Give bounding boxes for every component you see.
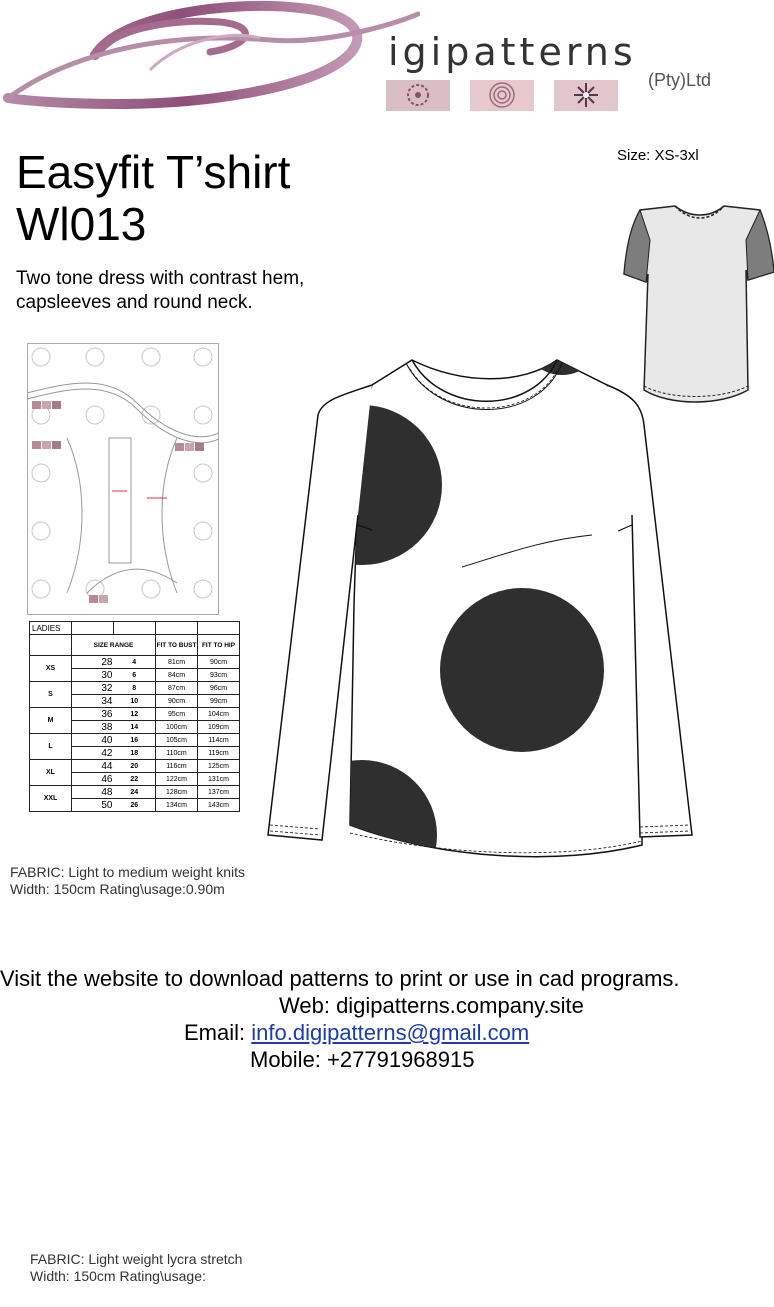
pink-circles-swatch-icon bbox=[470, 80, 534, 111]
hip-cell: 125cm bbox=[198, 760, 240, 773]
pink-flower-swatch-icon bbox=[386, 80, 450, 111]
size-range-header: SIZE RANGE bbox=[72, 635, 156, 656]
table-corner-label: LADIES bbox=[30, 622, 72, 635]
hip-cell: 143cm bbox=[198, 799, 240, 812]
hip-header: FIT TO HIP bbox=[198, 635, 240, 656]
bust-header: FIT TO BUST bbox=[156, 635, 198, 656]
product-title: Easyfit T’shirt bbox=[16, 146, 291, 198]
size-label: L bbox=[30, 734, 72, 760]
us-size-cell: 34 bbox=[72, 695, 114, 708]
product-description: Two tone dress with contrast hem, capsleeves and round neck. bbox=[16, 268, 305, 313]
us-size-cell: 28 bbox=[72, 656, 114, 669]
email-label: Email: bbox=[184, 1020, 252, 1045]
fabric-type-secondary: FABRIC: Light weight lycra stretch bbox=[30, 1251, 243, 1267]
mobile-line: Mobile: +27791968915 bbox=[250, 1047, 475, 1072]
bust-cell: 84cm bbox=[156, 669, 198, 682]
size-number-cell: 26 bbox=[114, 799, 156, 812]
us-size-cell: 42 bbox=[72, 747, 114, 760]
us-size-cell: 46 bbox=[72, 773, 114, 786]
brand-name: igipatterns bbox=[388, 30, 637, 74]
size-label: XXL bbox=[30, 786, 72, 812]
size-range: Size: XS-3xl bbox=[617, 147, 699, 164]
us-size-cell: 36 bbox=[72, 708, 114, 721]
bust-cell: 87cm bbox=[156, 682, 198, 695]
size-number-cell: 6 bbox=[114, 669, 156, 682]
bust-cell: 128cm bbox=[156, 786, 198, 799]
bust-cell: 122cm bbox=[156, 773, 198, 786]
us-size-cell: 48 bbox=[72, 786, 114, 799]
us-size-cell: 32 bbox=[72, 682, 114, 695]
size-label: M bbox=[30, 708, 72, 734]
bust-cell: 100cm bbox=[156, 721, 198, 734]
hip-cell: 114cm bbox=[198, 734, 240, 747]
product-code: Wl013 bbox=[16, 198, 147, 250]
hip-cell: 137cm bbox=[198, 786, 240, 799]
size-number-cell: 18 bbox=[114, 747, 156, 760]
us-size-cell: 44 bbox=[72, 760, 114, 773]
hip-cell: 93cm bbox=[198, 669, 240, 682]
us-size-cell: 50 bbox=[72, 799, 114, 812]
bust-cell: 134cm bbox=[156, 799, 198, 812]
hip-cell: 109cm bbox=[198, 721, 240, 734]
size-table bbox=[29, 621, 240, 812]
size-number-cell: 24 bbox=[114, 786, 156, 799]
table-row bbox=[30, 682, 240, 695]
tshirt-flat-drawing bbox=[262, 355, 698, 860]
size-number-cell: 22 bbox=[114, 773, 156, 786]
hip-cell: 96cm bbox=[198, 682, 240, 695]
size-number-cell: 8 bbox=[114, 682, 156, 695]
brand-logo-d bbox=[0, 0, 420, 118]
table-row bbox=[30, 708, 240, 721]
bust-cell: 90cm bbox=[156, 695, 198, 708]
us-size-cell: 40 bbox=[72, 734, 114, 747]
fabric-info-secondary bbox=[30, 1251, 242, 1285]
hip-cell: 131cm bbox=[198, 773, 240, 786]
website-line: Web: digipatterns.company.site bbox=[279, 993, 584, 1018]
email-link[interactable]: info.digipatterns@gmail.com bbox=[251, 1020, 530, 1045]
fabric-width-secondary: Width: 150cm Rating\usage: bbox=[30, 1268, 206, 1284]
company-suffix: (Pty)Ltd bbox=[648, 70, 712, 90]
bust-cell: 95cm bbox=[156, 708, 198, 721]
size-number-cell: 12 bbox=[114, 708, 156, 721]
size-number-cell: 20 bbox=[114, 760, 156, 773]
pattern-layout-image bbox=[27, 343, 219, 615]
hip-cell: 119cm bbox=[198, 747, 240, 760]
us-size-cell: 38 bbox=[72, 721, 114, 734]
pink-pinwheel-swatch-icon bbox=[554, 80, 618, 111]
table-row bbox=[30, 656, 240, 669]
size-label: S bbox=[30, 682, 72, 708]
fabric-type: FABRIC: Light to medium weight knits bbox=[10, 864, 245, 880]
fabric-info bbox=[10, 864, 270, 898]
us-size-cell: 30 bbox=[72, 669, 114, 682]
size-label: XL bbox=[30, 760, 72, 786]
bust-cell: 116cm bbox=[156, 760, 198, 773]
bust-cell: 105cm bbox=[156, 734, 198, 747]
website-notice: Visit the website to download patterns to print or use in cad programs. bbox=[0, 966, 680, 991]
size-label: XS bbox=[30, 656, 72, 682]
size-number-cell: 16 bbox=[114, 734, 156, 747]
hip-cell: 104cm bbox=[198, 708, 240, 721]
bust-cell: 81cm bbox=[156, 656, 198, 669]
table-row bbox=[30, 786, 240, 799]
size-number-cell: 10 bbox=[114, 695, 156, 708]
fabric-width: Width: 150cm Rating\usage:0.90m bbox=[10, 881, 225, 897]
size-number-cell: 14 bbox=[114, 721, 156, 734]
size-number-cell: 4 bbox=[114, 656, 156, 669]
hip-cell: 99cm bbox=[198, 695, 240, 708]
table-row bbox=[30, 734, 240, 747]
bust-cell: 110cm bbox=[156, 747, 198, 760]
email-line bbox=[184, 1020, 529, 1046]
hip-cell: 90cm bbox=[198, 656, 240, 669]
table-row bbox=[30, 760, 240, 773]
